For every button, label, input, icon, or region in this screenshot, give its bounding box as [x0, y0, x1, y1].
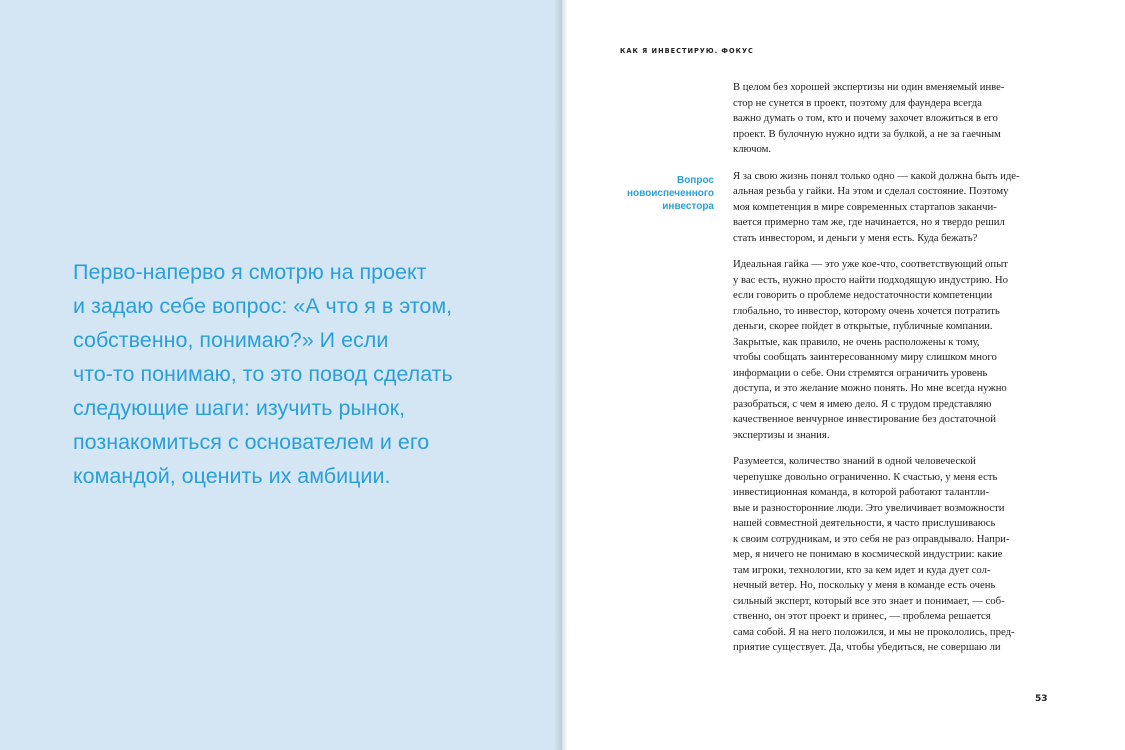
pull-quote-line: и задаю себе вопрос: «А что я в этом, [73, 294, 453, 318]
paragraph-line: Разумеется, количество знаний в одной человеческой [733, 455, 976, 467]
pull-quote-line: следующие шаги: изучить рынок, [73, 396, 406, 420]
paragraph-line: Закрытые, как правило, не очень расположены к тому, [733, 335, 980, 348]
paragraph-line: мер, я ничего не понимаю в космической индустрии: какие [733, 548, 1003, 560]
paragraph-line: Идеальная гайка — это уже кое-что, соответствующий опыт [733, 258, 1008, 270]
paragraph-line: глобально, то инвестор, которому очень хочется потратить [733, 304, 1000, 317]
paragraph-line: вые и разносторонние люди. Это увеличивает возможности [733, 501, 1005, 514]
paragraph [733, 80, 1051, 158]
paragraph-line: альная резьба у гайки. На этом и сделал состояние. Поэтому [733, 185, 1009, 197]
pull-quote-line: познакомиться с основателем и его [73, 430, 430, 454]
paragraph-line: приятие существует. Да, чтобы убедиться, не совершаю ли [733, 641, 1001, 653]
left-page [0, 0, 562, 750]
paragraph-line: моя компетенция в мире современных стартапов заканчи- [733, 200, 997, 213]
book-gutter [554, 0, 568, 750]
paragraph-line: Я за свою жизнь понял только одно — какой должна быть иде- [733, 169, 1020, 182]
paragraph-line: у вас есть, нужно просто найти подходящую индустрию. Но [733, 273, 1008, 286]
pull-quote-line: собственно, понимаю?» И если [73, 328, 389, 352]
paragraph-line: к своим сотрудникам, и это себя не раз оправдывало. Напри- [733, 532, 1010, 545]
running-head: КАК Я ИНВЕСТИРУЮ. ФОКУС [620, 47, 754, 55]
paragraph-line: качественное венчурное инвестирование без достаточной [733, 413, 996, 425]
paragraph-line: сама собой. Я на него положился, и мы не прокололись, пред- [733, 625, 1015, 638]
margin-note-line: инвестора [662, 201, 714, 212]
margin-note-line: новоиспеченного [626, 188, 714, 199]
paragraph-line: ственно, он этот проект и принес, — проблема решается [733, 610, 991, 622]
paragraph-line: информации о себе. Они стремятся ограничить уровень [733, 366, 988, 379]
paragraph-line: сильный эксперт, который все это знает и понимает, — соб- [733, 594, 1005, 607]
margin-note-line: Вопрос [676, 175, 714, 186]
paragraph-line: разобраться, с чем я имею дело. Я с трудом представляю [733, 397, 992, 410]
pull-quote-line: Перво-наперво я смотрю на проект [73, 260, 427, 284]
paragraph-line: доступа, и это желание можно понять. Но мне всегда нужно [733, 382, 1007, 394]
pull-quote-line: что-то понимаю, то это повод сделать [73, 362, 453, 386]
paragraph [733, 454, 1051, 656]
paragraph [733, 257, 1051, 443]
pull-quote [73, 255, 513, 493]
paragraph [733, 169, 1051, 247]
paragraph-line: экспертизы и знания. [733, 428, 830, 441]
paragraph-line: стать инвестором, и деньги у меня есть. Куда бежать? [733, 231, 978, 244]
page-number: 53 [1035, 694, 1048, 704]
paragraph-line: В целом без хорошей экспертизы ни один вменяемый инве- [733, 81, 1005, 93]
body-text [733, 80, 1051, 656]
paragraph-line: инвестиционная команда, в которой работают талантли- [733, 486, 990, 498]
paragraph-line: проект. В булочную нужно идти за булкой, а не за гаечным [733, 127, 1001, 140]
paragraph-line: важно думать о том, кто и почему захочет вложиться в его [733, 112, 998, 124]
margin-note [600, 174, 714, 213]
paragraph-line: нашей совместной деятельности, я часто прислушиваюсь [733, 517, 996, 529]
paragraph-line: вается примерно там же, где начинается, но я твердо решил [733, 216, 1005, 228]
paragraph-line: ключом. [733, 143, 772, 155]
paragraph-line: черепушке довольно ограниченно. К счастью, у меня есть [733, 470, 998, 483]
pull-quote-line: командой, оценить их амбиции. [73, 464, 391, 488]
paragraph-line: чтобы сообщать заинтересованному миру слишком много [733, 351, 997, 363]
paragraph-line: там игроки, технологии, кто за кем идет и куда дует сол- [733, 563, 991, 576]
paragraph-line: деньги, скорее пойдет в открытые, публичные компании. [733, 320, 993, 332]
paragraph-line: если говорить о проблеме недостаточности компетенции [733, 289, 993, 301]
paragraph-line: нечный ветер. Но, поскольку у меня в команде есть очень [733, 579, 996, 591]
paragraph-line: стор не сунется в проект, поэтому для фаундера всегда [733, 96, 982, 109]
